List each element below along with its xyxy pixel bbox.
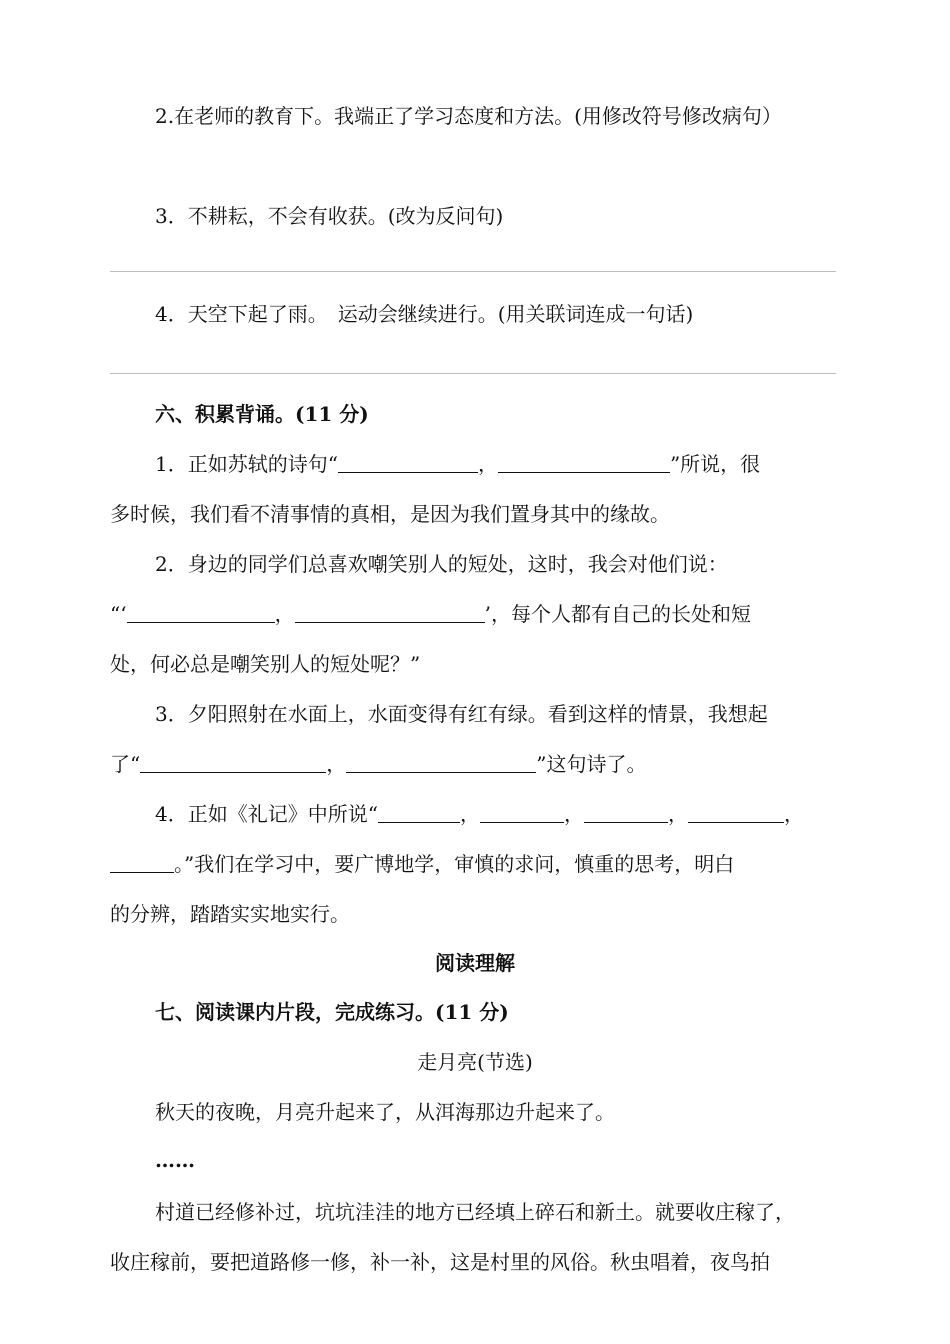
blank[interactable] xyxy=(346,752,536,773)
passage-p1: 秋天的夜晚，月亮升起来了，从洱海那边升起来了。 xyxy=(155,1100,615,1124)
q4-before: 4．正如《礼记》中所说“ xyxy=(155,802,378,826)
blank[interactable] xyxy=(480,802,564,823)
q2-line1: 2．身边的同学们总喜欢嘲笑别人的短处，这时，我会对他们说： xyxy=(155,552,728,576)
q2-line3: 处，何必总是嘲笑别人的短处呢？” xyxy=(110,652,421,676)
blank[interactable] xyxy=(295,602,485,623)
q3-after: ”这句诗了。 xyxy=(536,752,647,776)
blank[interactable] xyxy=(584,802,668,823)
passage-ellipsis: …… xyxy=(155,1148,195,1172)
q1-comma: ， xyxy=(477,452,498,476)
blank[interactable] xyxy=(498,452,670,473)
passage-p2-line2: 收庄稼前，要把道路修一修，补一补，这是村里的风俗。秋虫唱着，夜鸟拍 xyxy=(110,1250,770,1274)
q3-line2 xyxy=(110,749,842,779)
q4-line2 xyxy=(110,849,842,879)
q1-after: ”所说，很 xyxy=(669,452,761,476)
blank[interactable] xyxy=(140,752,326,773)
answer-line-4[interactable] xyxy=(110,373,836,374)
item-4-conjunction: 4．天空下起了雨。 运动会继续进行。(用关联词连成一句话) xyxy=(155,302,694,326)
q4-comma: ， xyxy=(667,802,688,826)
q3-before: 了“ xyxy=(110,752,141,776)
answer-line-3[interactable] xyxy=(110,271,836,272)
blank[interactable] xyxy=(338,452,478,473)
q4-line1 xyxy=(155,799,842,829)
blank[interactable] xyxy=(688,802,784,823)
section-7-heading: 七、阅读课内片段，完成练习。(11 分) xyxy=(155,1000,509,1024)
q4-comma: ， xyxy=(563,802,584,826)
q1-before: 1．正如苏轼的诗句“ xyxy=(155,452,338,476)
reading-section-title: 阅读理解 xyxy=(435,951,515,975)
q3-comma: ， xyxy=(326,752,347,776)
item-3-rhetorical-question: 3．不耕耘，不会有收获。(改为反问句) xyxy=(155,204,504,228)
item-2-modify-sentence: 2.在老师的教育下。我端正了学习态度和方法。(用修改符号修改病句） xyxy=(155,104,782,128)
blank[interactable] xyxy=(378,802,460,823)
q4-after: 。”我们在学习中，要广博地学，审慎的求问，慎重的思考，明白 xyxy=(174,852,735,876)
q1-line2: 多时候，我们看不清事情的真相，是因为我们置身其中的缘故。 xyxy=(110,502,670,526)
passage-p2-line1: 村道已经修补过，坑坑洼洼的地方已经填上碎石和新土。就要收庄稼了， xyxy=(155,1200,795,1224)
passage-title: 走月亮(节选) xyxy=(417,1050,533,1074)
q2-open: “‘ xyxy=(110,602,127,626)
q3-line1: 3．夕阳照射在水面上，水面变得有红有绿。看到这样的情景，我想起 xyxy=(155,702,768,726)
blank[interactable] xyxy=(127,602,275,623)
q4-comma: ， xyxy=(459,802,480,826)
q4-comma: ， xyxy=(783,802,804,826)
q2-after: ’，每个人都有自己的长处和短 xyxy=(484,602,751,626)
q2-comma: ， xyxy=(274,602,295,626)
q2-line2 xyxy=(110,599,842,629)
q1-line1 xyxy=(155,449,842,479)
q4-line3: 的分辨，踏踏实实地实行。 xyxy=(110,902,350,926)
blank[interactable] xyxy=(110,852,174,873)
section-6-heading: 六、积累背诵。(11 分) xyxy=(155,402,369,426)
